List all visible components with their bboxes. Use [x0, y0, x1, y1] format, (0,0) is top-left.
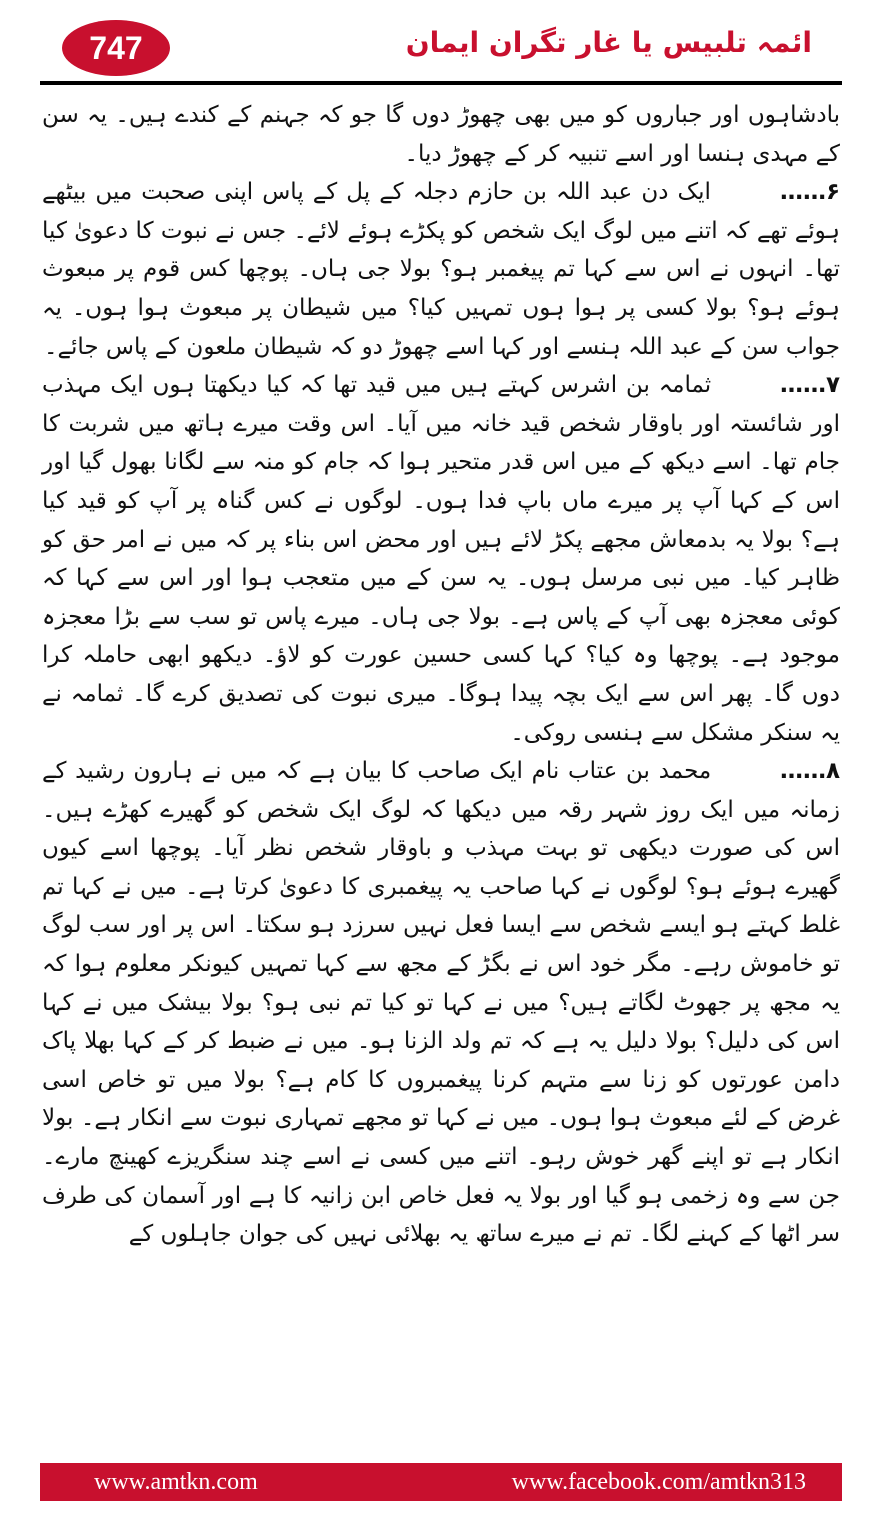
book-title: ائمہ تلبیس یا غار تگران ایمان — [405, 26, 812, 59]
paragraph — [42, 366, 840, 752]
page-header — [40, 18, 842, 80]
header-divider — [40, 81, 842, 85]
page-number-badge: 747 — [62, 20, 170, 76]
footer-bar — [40, 1463, 842, 1501]
paragraph — [42, 96, 840, 173]
paragraph — [42, 173, 840, 366]
paragraph-text: بادشاہوں اور جباروں کو میں بھی چھوڑ دوں گا جو کہ جہنم کے کندے ہیں۔ یہ سن کے مہدی ہنسا اور اسے تنبیہ کر کے چھوڑ دیا۔ — [42, 102, 840, 167]
paragraph-text: محمد بن عتاب نام ایک صاحب کا بیان ہے کہ میں نے ہارون رشید کے زمانہ میں ایک روز شہر رقہ میں دیکھا کہ لوگ ایک شخص کو گھیرے کھڑے ہیں۔ اس کی صورت دیکھی تو بہت مہذب و باوقار شخص نظر آیا۔ پوچھا اسے کیوں گھیرے ہوئے ہو؟ لوگوں نے کہا صاحب یہ پیغمبری کا دعویٰ کرتا ہے۔ میں نے کہا تم غلط کہتے ہو ایسے شخص سے ایسا فعل نہیں سرزد ہو سکتا۔ اس پر اور سب لوگ تو خاموش رہے۔ مگر خود اس نے بگڑ کے مجھ سے کہا تمہیں کیونکر معلوم ہوا کہ یہ مجھ پر جھوٹ لگاتے ہیں؟ میں نے کہا تو کیا تم نبی ہو؟ بولا بیشک میں نے کہا اس کی دلیل؟ بولا دلیل یہ ہے کہ تم ولد الزنا ہو۔ میں نے ضبط کر کے کہا بھلا پاک دامن عورتوں کو زنا سے متہم کرنا پیغمبروں کا کام ہے؟ بولا میں تو خاص اسی غرض کے لئے مبعوث ہوا ہوں۔ میں نے کہا تو مجھے تمہاری نبوت سے انکار ہے۔ بولا انکار ہے تو اپنے گھر خوش رہو۔ اتنے میں کسی نے اسے چند سنگریزے کھینچ مارے۔ جن سے وہ زخمی ہو گیا اور بولا یہ فعل خاص ابن زانیہ کا ہے اور آسمان کی طرف سر اٹھا کے کہنے لگا۔ تم نے میرے ساتھ یہ بھلائی نہیں کی جوان جاہلوں کے — [42, 758, 840, 1248]
paragraph-text: ثمامہ بن اشرس کہتے ہیں میں قید تھا کہ کیا دیکھتا ہوں ایک مہذب اور شائستہ اور باوقار شخص قید خانہ میں آیا۔ اس وقت میرے ہاتھ میں شربت کا جام تھا۔ اسے دیکھ کے میں اس قدر متحیر ہوا کہ جام کو منہ سے لگانا بھول گیا اور اس کے کہا آپ پر میرے ماں باپ فدا ہوں۔ لوگوں نے کس گناہ پر آپ کو قید کیا ہے؟ بولا یہ بدمعاش مجھے پکڑ لائے ہیں اور محض اس بناء پر کہ میں نے امر حق کو ظاہر کیا۔ میں نبی مرسل ہوں۔ یہ سن کے میں متعجب ہوا اور اس سے کہا کہ کوئی معجزہ بھی آپ کے پاس ہے۔ بولا جی ہاں۔ میرے پاس تو سب سے بڑا معجزہ موجود ہے۔ پوچھا وہ کیا؟ کہا کسی حسین عورت کو لاؤ۔ دیکھو ابھی حاملہ کرا دوں گا۔ پھر اس سے ایک بچہ پیدا ہوگا۔ میری نبوت کی تصدیق کرے گا۔ ثمامہ نے یہ سنکر مشکل سے ہنسی روکی۔ — [42, 372, 840, 746]
page-body — [42, 96, 840, 1254]
paragraph-text: ایک دن عبد اللہ بن حازم دجلہ کے پل کے پاس اپنی صحبت میں بیٹھے ہوئے تھے کہ اتنے میں لوگ ایک شخص کو پکڑے ہوئے لائے۔ جس نے نبوت کا دعویٰ کیا تھا۔ انہوں نے اس سے کہا تم پیغمبر ہو؟ بولا جی ہاں۔ پوچھا کس قوم پر مبعوث ہوئے ہو؟ بولا کسی پر ہوا ہوں تمہیں کیا؟ میں شیطان پر مبعوث ہوا ہوں۔ یہ جواب سن کے عبد اللہ ہنسے اور کہا اسے چھوڑ دو کہ شیطان ملعون کے پاس جائے۔ — [42, 179, 840, 360]
paragraph-number: ۶ …… — [720, 173, 840, 212]
paragraph-number: ۸ …… — [720, 752, 840, 791]
footer-website-link[interactable]: www.amtkn.com — [94, 1468, 258, 1495]
paragraph — [42, 752, 840, 1254]
paragraph-number: ۷ …… — [720, 366, 840, 405]
footer-facebook-link[interactable]: www.facebook.com/amtkn313 — [511, 1468, 806, 1495]
